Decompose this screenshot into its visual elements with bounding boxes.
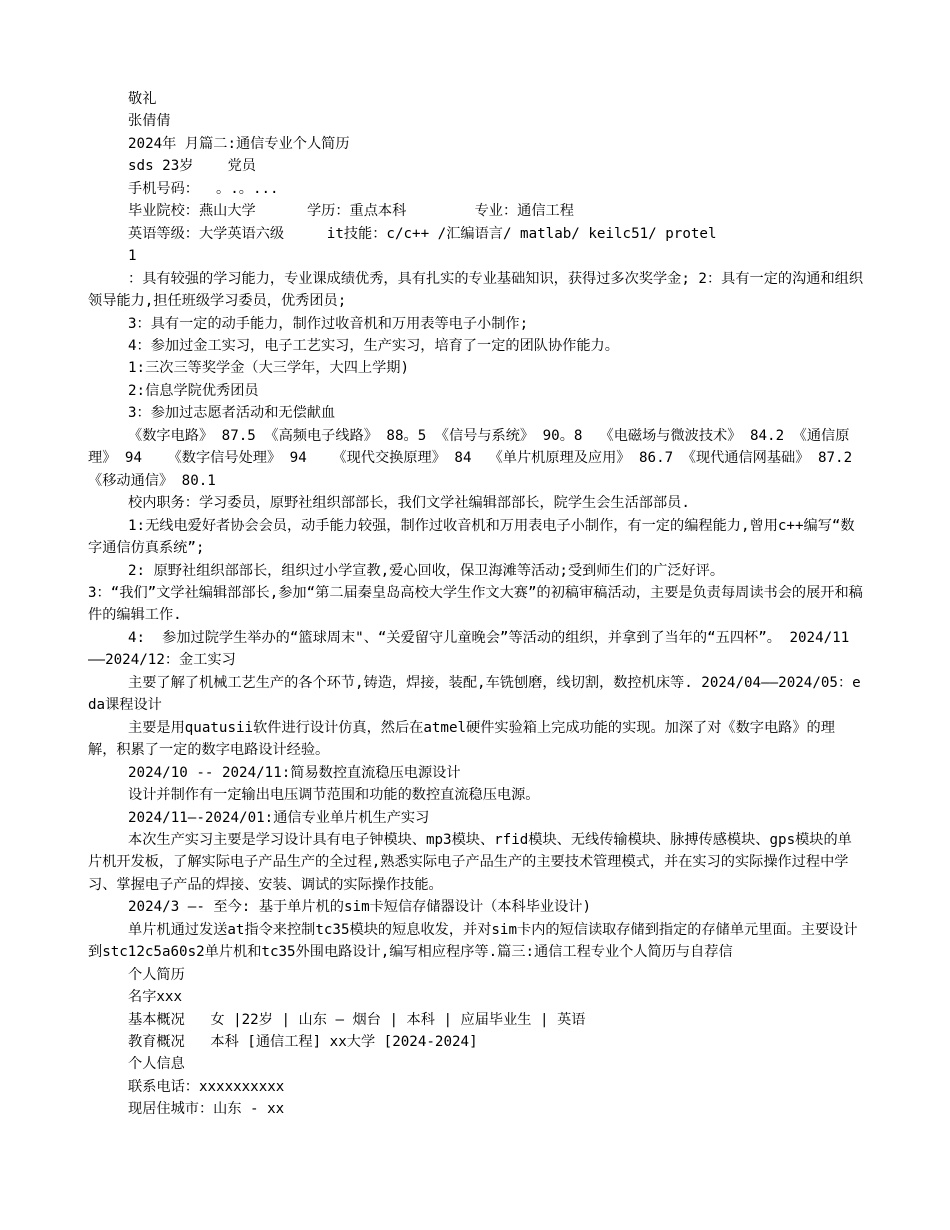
signature-name: 张倩倩	[128, 113, 171, 130]
resume-heading: 个人简历	[128, 966, 185, 983]
section-heading: 2024年 月篇二:通信专业个人简历	[128, 135, 350, 152]
award-item: 2:信息学院优秀团员	[128, 382, 259, 399]
campus-positions-line: 校内职务：学习委员，原野社组织部部长，我们文学社编辑部部长，院学生会生活部部员.	[128, 495, 690, 512]
basic-info-line: sds 23岁 党员	[128, 158, 256, 175]
project-title: 2024/10 -- 2024/11:简易数控直流稳压电源设计	[128, 764, 461, 781]
education-line: 毕业院校：燕山大学 学历：重点本科 专业：通信工程	[128, 203, 574, 220]
personal-info-heading: 个人信息	[128, 1056, 185, 1073]
current-city-line: 现居住城市：山东 - xx	[128, 1101, 285, 1118]
activity-item: 1:无线电爱好者协会会员，动手能力较强，制作过收音机和万用表电子小制作，有一定的编程能力,曾用c++编写“数字通信仿真系统”;	[88, 517, 855, 557]
name-line: 名字xxx	[128, 989, 182, 1006]
closing-salutation: 敬礼	[128, 91, 157, 107]
course-grades-paragraph: 《数字电路》 87.5 《高频电子线路》 88。5 《信号与系统》 90。8 《电磁场与微波技术》 84.2 《通信原理》 94 《数字信号处理》 94 《现代交换原理》 84 《单片机原理及应用》 86.7 《现代通信网基础》 87.2 《移动通信》 80.1	[88, 427, 870, 489]
project-description: 设计并制作有一定输出电压调节范围和功能的数控直流稳压电源。	[128, 787, 540, 804]
activity-item: 3：“我们”文学社编辑部部长,参加“第二届秦皇岛高校大学生作文大赛”的初稿审稿活动，主要是负责每周读书会的展开和稿件的编辑工作.	[88, 584, 863, 624]
project-title: 2024/3 —- 至今: 基于单片机的sim卡短信存储器设计（本科毕业设计)	[128, 899, 591, 916]
activity-item: 2: 原野社组织部部长，组织过小学宣教,爱心回收，保卫海滩等活动;受到师生们的广泛好评。	[128, 562, 725, 579]
activity-item: 4: 参加过院学生举办的“篮球周末"、“关爱留守儿童晚会”等活动的组织，并拿到了当年的“五四杯”。 2024/11——2024/12：金工实习	[88, 629, 850, 669]
self-evaluation-item: 3：具有一定的动手能力，制作过收音机和万用表等电子小制作;	[128, 315, 529, 332]
project-description: 单片机通过发送at指令来控制tc35模块的短息收发，并对sim卡内的短信读取存储到指定的存储单元里面。主要设计到stc12c5a60s2单片机和tc35外围电路设计,编写相应程序等.篇三:通信工程专业个人简历与自荐信	[88, 921, 858, 961]
award-item: 3：参加过志愿者活动和无偿献血	[128, 405, 336, 422]
practice-paragraph: 主要了解了机械工艺生产的各个环节,铸造，焊接，装配,车铣刨磨，线切割，数控机床等. 2024/04——2024/05：eda课程设计	[88, 674, 861, 714]
skills-line: 英语等级：大学英语六级 it技能：c/c++ /汇编语言/ matlab/ keilc51/ protel	[128, 225, 717, 242]
document-page	[88, 88, 870, 1121]
phone-line: 手机号码： 。.。...	[128, 180, 279, 197]
list-number: 1	[128, 248, 137, 265]
education-overview-line: 教育概况 本科 [通信工程] xx大学 [2024-2024]	[128, 1034, 478, 1051]
practice-paragraph: 主要是用quatusii软件进行设计仿真，然后在atmel硬件实验箱上完成功能的实现。加深了对《数字电路》的理解，积累了一定的数字电路设计经验。	[88, 719, 835, 759]
self-evaluation-item: 4：参加过金工实习，电子工艺实习，生产实习，培育了一定的团队协作能力。	[128, 337, 619, 354]
project-title: 2024/11—-2024/01:通信专业单片机生产实习	[128, 809, 430, 826]
self-evaluation-paragraph: ：具有较强的学习能力，专业课成绩优秀，具有扎实的专业基础知识，获得过多次奖学金; 2：具有一定的沟通和组织领导能力,担任班级学习委员，优秀团员;	[88, 270, 864, 310]
project-description: 本次生产实习主要是学习设计具有电子钟模块、mp3模块、rfid模块、无线传输模块、脉搏传感模块、gps模块的单片机开发板，了解实际电子产品生产的全过程,熟悉实际电子产品生产的主要技术管理模式，并在实习的实际操作过程中学习、掌握电子产品的焊接、安装、调试的实际操作技能。	[88, 831, 852, 893]
award-item: 1:三次三等奖学金（大三学年，大四上学期)	[128, 360, 410, 377]
basic-overview-line: 基本概况 女 |22岁 | 山东 — 烟台 | 本科 | 应届毕业生 | 英语	[128, 1011, 586, 1028]
contact-phone-line: 联系电话：xxxxxxxxxx	[128, 1078, 285, 1095]
